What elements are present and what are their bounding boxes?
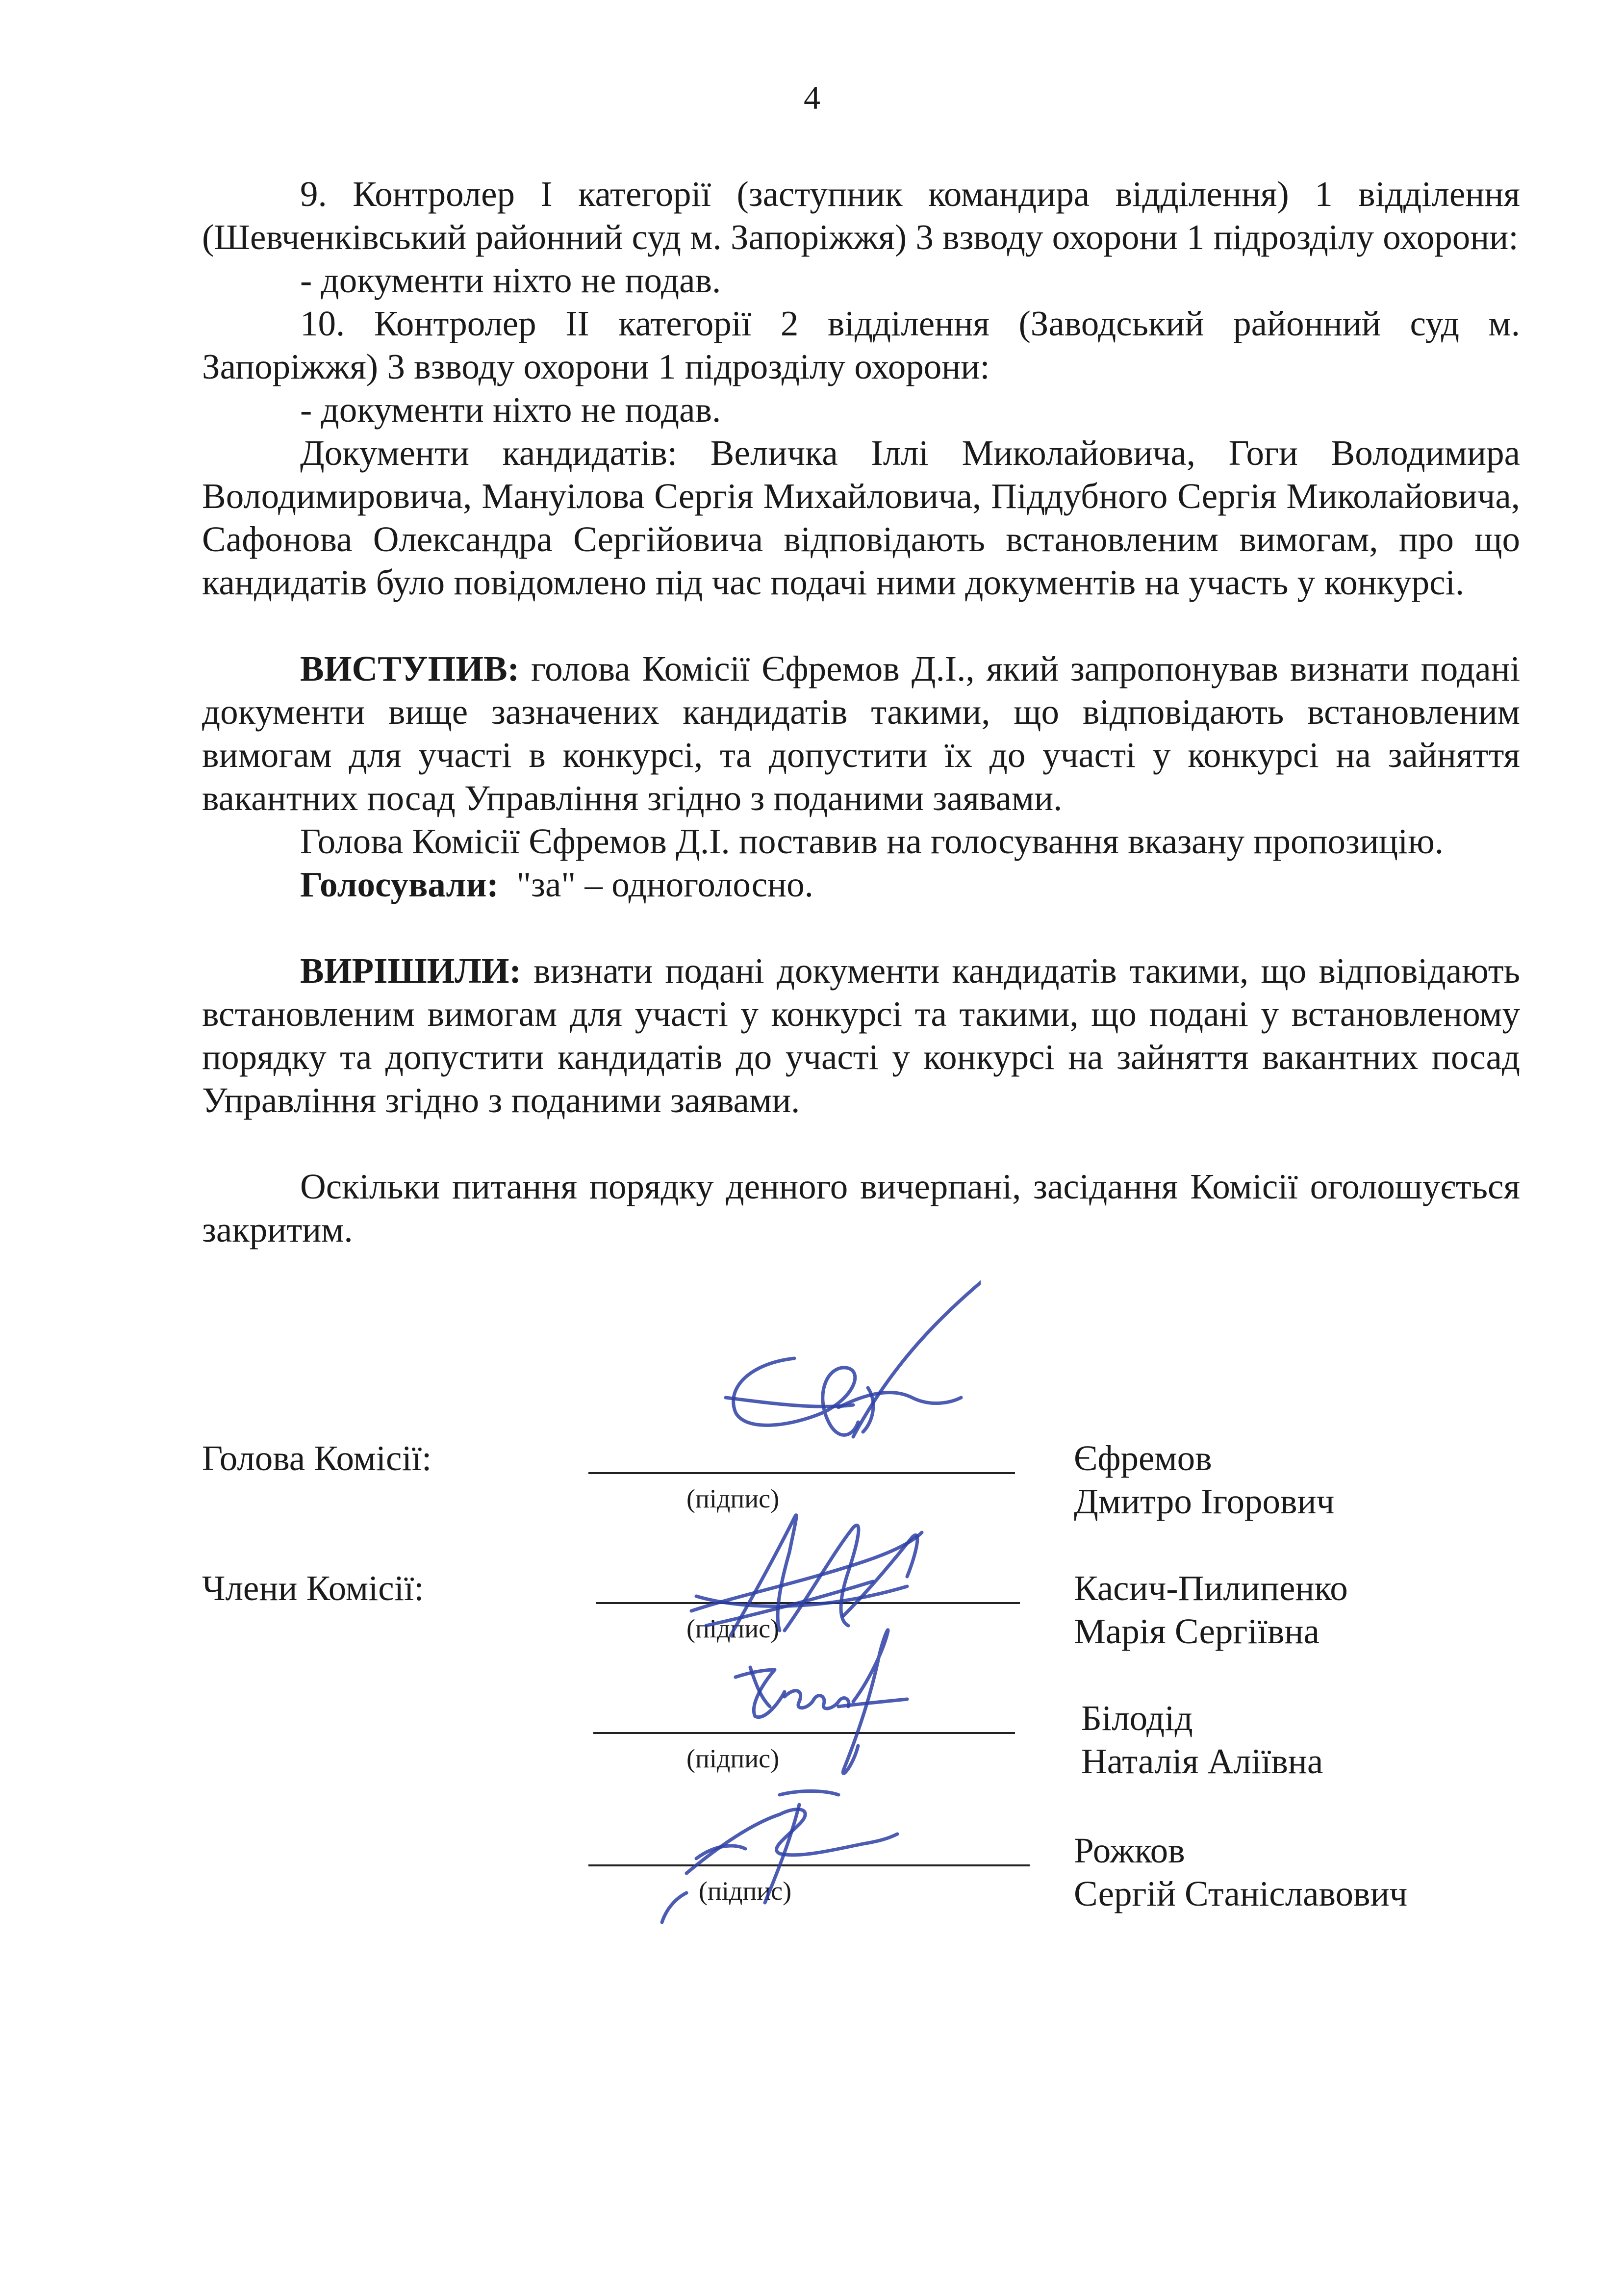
item-9-note: - документи ніхто не подав. (300, 260, 721, 300)
voted-label: Голосували: (300, 865, 499, 904)
spoke-text: голова Комісії Єфремов Д.І., який запропонував визнати подані документи вище зазначених кандидатів такими, що відповідають встановленим вимогам для участі в конкурсі, та допустити їх до участі у конкурсі на зайняття вакантних посад Управління згідно з поданими заявами. (202, 649, 1520, 818)
closing-paragraph: Оскільки питання порядку денного вичерпані, засідання Комісії оголошується закритим. (202, 1167, 1520, 1249)
item-10-paragraph: 10. Контролер ІІ категорії 2 відділення (Заводський районний суд м. Запоріжжя) 3 взводу охорони 1 підрозділу охорони: (202, 304, 1520, 386)
signature-line (596, 1602, 1020, 1604)
member-3-surname: Рожков (1074, 1831, 1185, 1870)
member-1-given-name: Марія Сергіївна (1074, 1611, 1320, 1651)
voted-text: "за" – одноголосно. (498, 865, 813, 904)
spoke-paragraph (202, 647, 1520, 820)
page-number: 4 (804, 79, 820, 116)
signature-line (588, 1472, 1015, 1474)
candidates-paragraph: Документи кандидатів: Величка Іллі Миколайовича, Гоги Володимира Володимировича, Мануілова Сергія Михайловича, Піддубного Сергія Миколайовича, Сафонова Олександра Сергійовича відповідають встановленим вимогам, про що кандидатів було повідомлено під час подачі ними документів на участь у конкурсі. (202, 433, 1520, 602)
signature-line (593, 1732, 1015, 1734)
document-body (202, 173, 1520, 1251)
member-2-given-name: Наталія Аліївна (1081, 1741, 1323, 1781)
chair-label: Голова Комісії: (202, 1438, 432, 1478)
item-10-note: - документи ніхто не подав. (300, 390, 721, 430)
signature-caption: (підпис) (686, 1744, 780, 1773)
signature-row-member-3 (0, 1829, 1624, 1962)
signature-caption: (підпис) (686, 1614, 780, 1643)
signature-line (588, 1864, 1030, 1866)
chair-given-name: Дмитро Ігорович (1074, 1481, 1335, 1521)
vote-put-paragraph: Голова Комісії Єфремов Д.І. поставив на голосування вказану пропозицію. (300, 821, 1444, 861)
signature-row-member-1 (0, 1567, 1624, 1699)
decided-label: ВИРІШИЛИ: (300, 951, 521, 991)
signature-caption: (підпис) (686, 1484, 780, 1513)
signature-row-chair (0, 1437, 1624, 1569)
member-3-name (1074, 1829, 1407, 1915)
signature-row-member-2 (0, 1697, 1624, 1829)
decided-paragraph (202, 949, 1520, 1122)
chair-signature-image (706, 1275, 981, 1461)
chair-name (1074, 1437, 1334, 1523)
member-1-surname: Касич-Пилипенко (1074, 1568, 1348, 1608)
member-1-name (1074, 1567, 1348, 1653)
spoke-label: ВИСТУПИВ: (300, 649, 520, 688)
member-3-given-name: Сергій Станіславович (1074, 1874, 1408, 1913)
member-2-surname: Білодід (1081, 1698, 1193, 1738)
voted-paragraph (202, 863, 1520, 906)
decided-text: визнати подані документи кандидатів такими, що відповідають встановленим вимогам для участі у конкурсі та такими, що подані у встановленому порядку та допустити кандидатів до участі у конкурсі на зайняття вакантних посад Управління згідно з поданими заявами. (202, 951, 1520, 1120)
item-9-paragraph: 9. Контролер І категорії (заступник командира відділення) 1 відділення (Шевченківський районний суд м. Запоріжжя) 3 взводу охорони 1 підрозділу охорони: (202, 174, 1520, 257)
members-label: Члени Комісії: (202, 1568, 424, 1608)
member-2-name (1081, 1697, 1323, 1783)
signature-caption: (підпис) (699, 1876, 792, 1906)
chair-surname: Єфремов (1074, 1438, 1212, 1478)
